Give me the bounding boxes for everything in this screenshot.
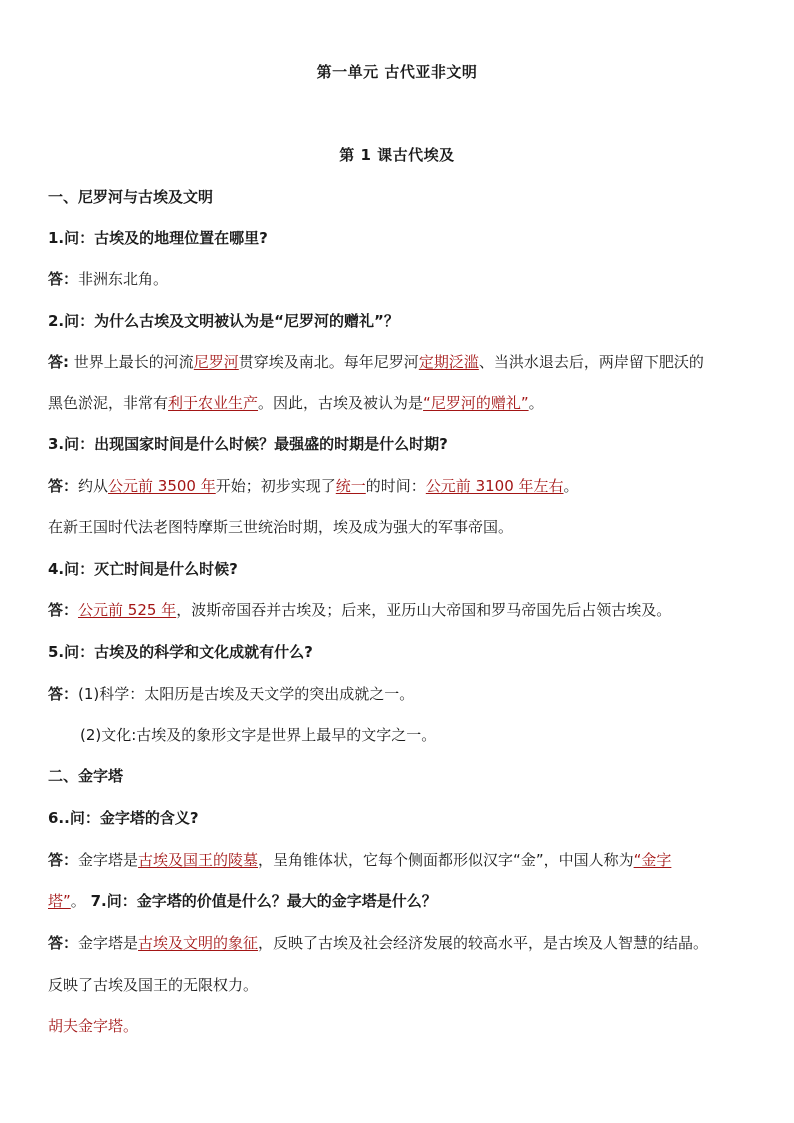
answer-3-line-1 — [48, 475, 758, 497]
answer-lead: 答： — [48, 601, 79, 619]
answer-lead: 答： — [48, 685, 79, 703]
answer-6-line-1 — [48, 849, 758, 871]
answer-text: 。 — [70, 892, 86, 910]
answer-text: 。 — [563, 477, 579, 495]
question-5: 5.问：古埃及的科学和文化成就有什么? — [48, 643, 313, 661]
highlight-3100bc: 公元前 3100 年左右 — [425, 477, 564, 495]
answer-text: ，波斯帝国吞并古埃及；后来，亚历山大帝国和罗马帝国先后占领古埃及。 — [176, 601, 672, 619]
answer-lead: 答： — [48, 934, 79, 952]
answer-3-line-2: 在新王国时代法老图特摩斯三世统治时期，埃及成为强大的军事帝国。 — [48, 518, 514, 536]
highlight-unification: 统一 — [335, 477, 366, 495]
highlight-jinzita-part-1: “金字 — [633, 851, 672, 869]
answer-6-line-2 — [48, 890, 758, 912]
highlight-gift-of-nile: “尼罗河的赠礼” — [423, 394, 529, 412]
highlight-3500bc: 公元前 3500 年 — [108, 477, 216, 495]
highlight-jinzita-part-2: 塔” — [48, 892, 71, 910]
question-4: 4.问：灭亡时间是什么时候? — [48, 560, 238, 578]
answer-text: 非洲东北角。 — [78, 270, 169, 288]
answer-text: (1)科学：太阳历是古埃及天文学的突出成就之一。 — [78, 685, 415, 703]
answer-text: 开始；初步实现了 — [215, 477, 336, 495]
section-heading-1: 一、尼罗河与古埃及文明 — [48, 188, 214, 206]
question-7: 7.问：金字塔的价值是什么？最大的金字塔是什么？ — [90, 892, 437, 910]
answer-lead: 答: — [48, 353, 69, 371]
answer-text: 世界上最长的河流 — [69, 353, 194, 371]
answer-text: ，呈角锥体状，它每个侧面都形似汉字“金”，中国人称为 — [258, 851, 634, 869]
answer-7-line-1 — [48, 932, 758, 954]
answer-text: 、当洪水退去后，两岸留下肥沃的 — [478, 353, 704, 371]
question-6: 6..问：金字塔的含义? — [48, 809, 199, 827]
answer-1 — [48, 268, 758, 290]
answer-text: 金字塔是 — [78, 851, 139, 869]
answer-5-line-1 — [48, 683, 758, 705]
answer-text: 贯穿埃及南北。每年尼罗河 — [238, 353, 419, 371]
answer-text: 。 — [528, 394, 544, 412]
section-heading-2: 二、金字塔 — [48, 767, 124, 785]
lesson-title: 第 1 课古代埃及 — [339, 146, 455, 164]
highlight-nile: 尼罗河 — [193, 353, 239, 371]
question-3: 3.问：出现国家时间是什么时候？最强盛的时期是什么时期? — [48, 435, 448, 453]
answer-2-line-1 — [48, 351, 758, 373]
answer-lead: 答： — [48, 477, 79, 495]
answer-7-line-2: 反映了古埃及国王的无限权力。 — [48, 976, 259, 994]
answer-text: 约从 — [78, 477, 109, 495]
question-2: 2.问：为什么古埃及文明被认为是“尼罗河的赠礼”？ — [48, 312, 399, 330]
answer-text: 黑色淤泥，非常有 — [48, 394, 169, 412]
highlight-agriculture: 利于农业生产 — [168, 394, 259, 412]
answer-2-line-2 — [48, 392, 758, 414]
answer-lead: 答： — [48, 851, 79, 869]
highlight-flooding: 定期泛滥 — [418, 353, 479, 371]
highlight-civilization-symbol: 古埃及文明的象征 — [138, 934, 259, 952]
highlight-525bc: 公元前 525 年 — [78, 601, 177, 619]
answer-text: 的时间： — [365, 477, 426, 495]
unit-title: 第一单元 古代亚非文明 — [316, 63, 478, 81]
answer-7-line-3: 胡夫金字塔。 — [48, 1017, 139, 1035]
answer-5-line-2: (2)文化:古埃及的象形文字是世界上最早的文字之一。 — [80, 726, 437, 744]
highlight-king-tomb: 古埃及国王的陵墓 — [138, 851, 259, 869]
answer-text: 。因此，古埃及被认为是 — [258, 394, 424, 412]
answer-lead: 答： — [48, 270, 79, 288]
answer-text: 金字塔是 — [78, 934, 139, 952]
answer-text: ，反映了古埃及社会经济发展的较高水平，是古埃及人智慧的结晶。 — [258, 934, 709, 952]
answer-4 — [48, 599, 758, 621]
question-1: 1.问：古埃及的地理位置在哪里? — [48, 229, 268, 247]
